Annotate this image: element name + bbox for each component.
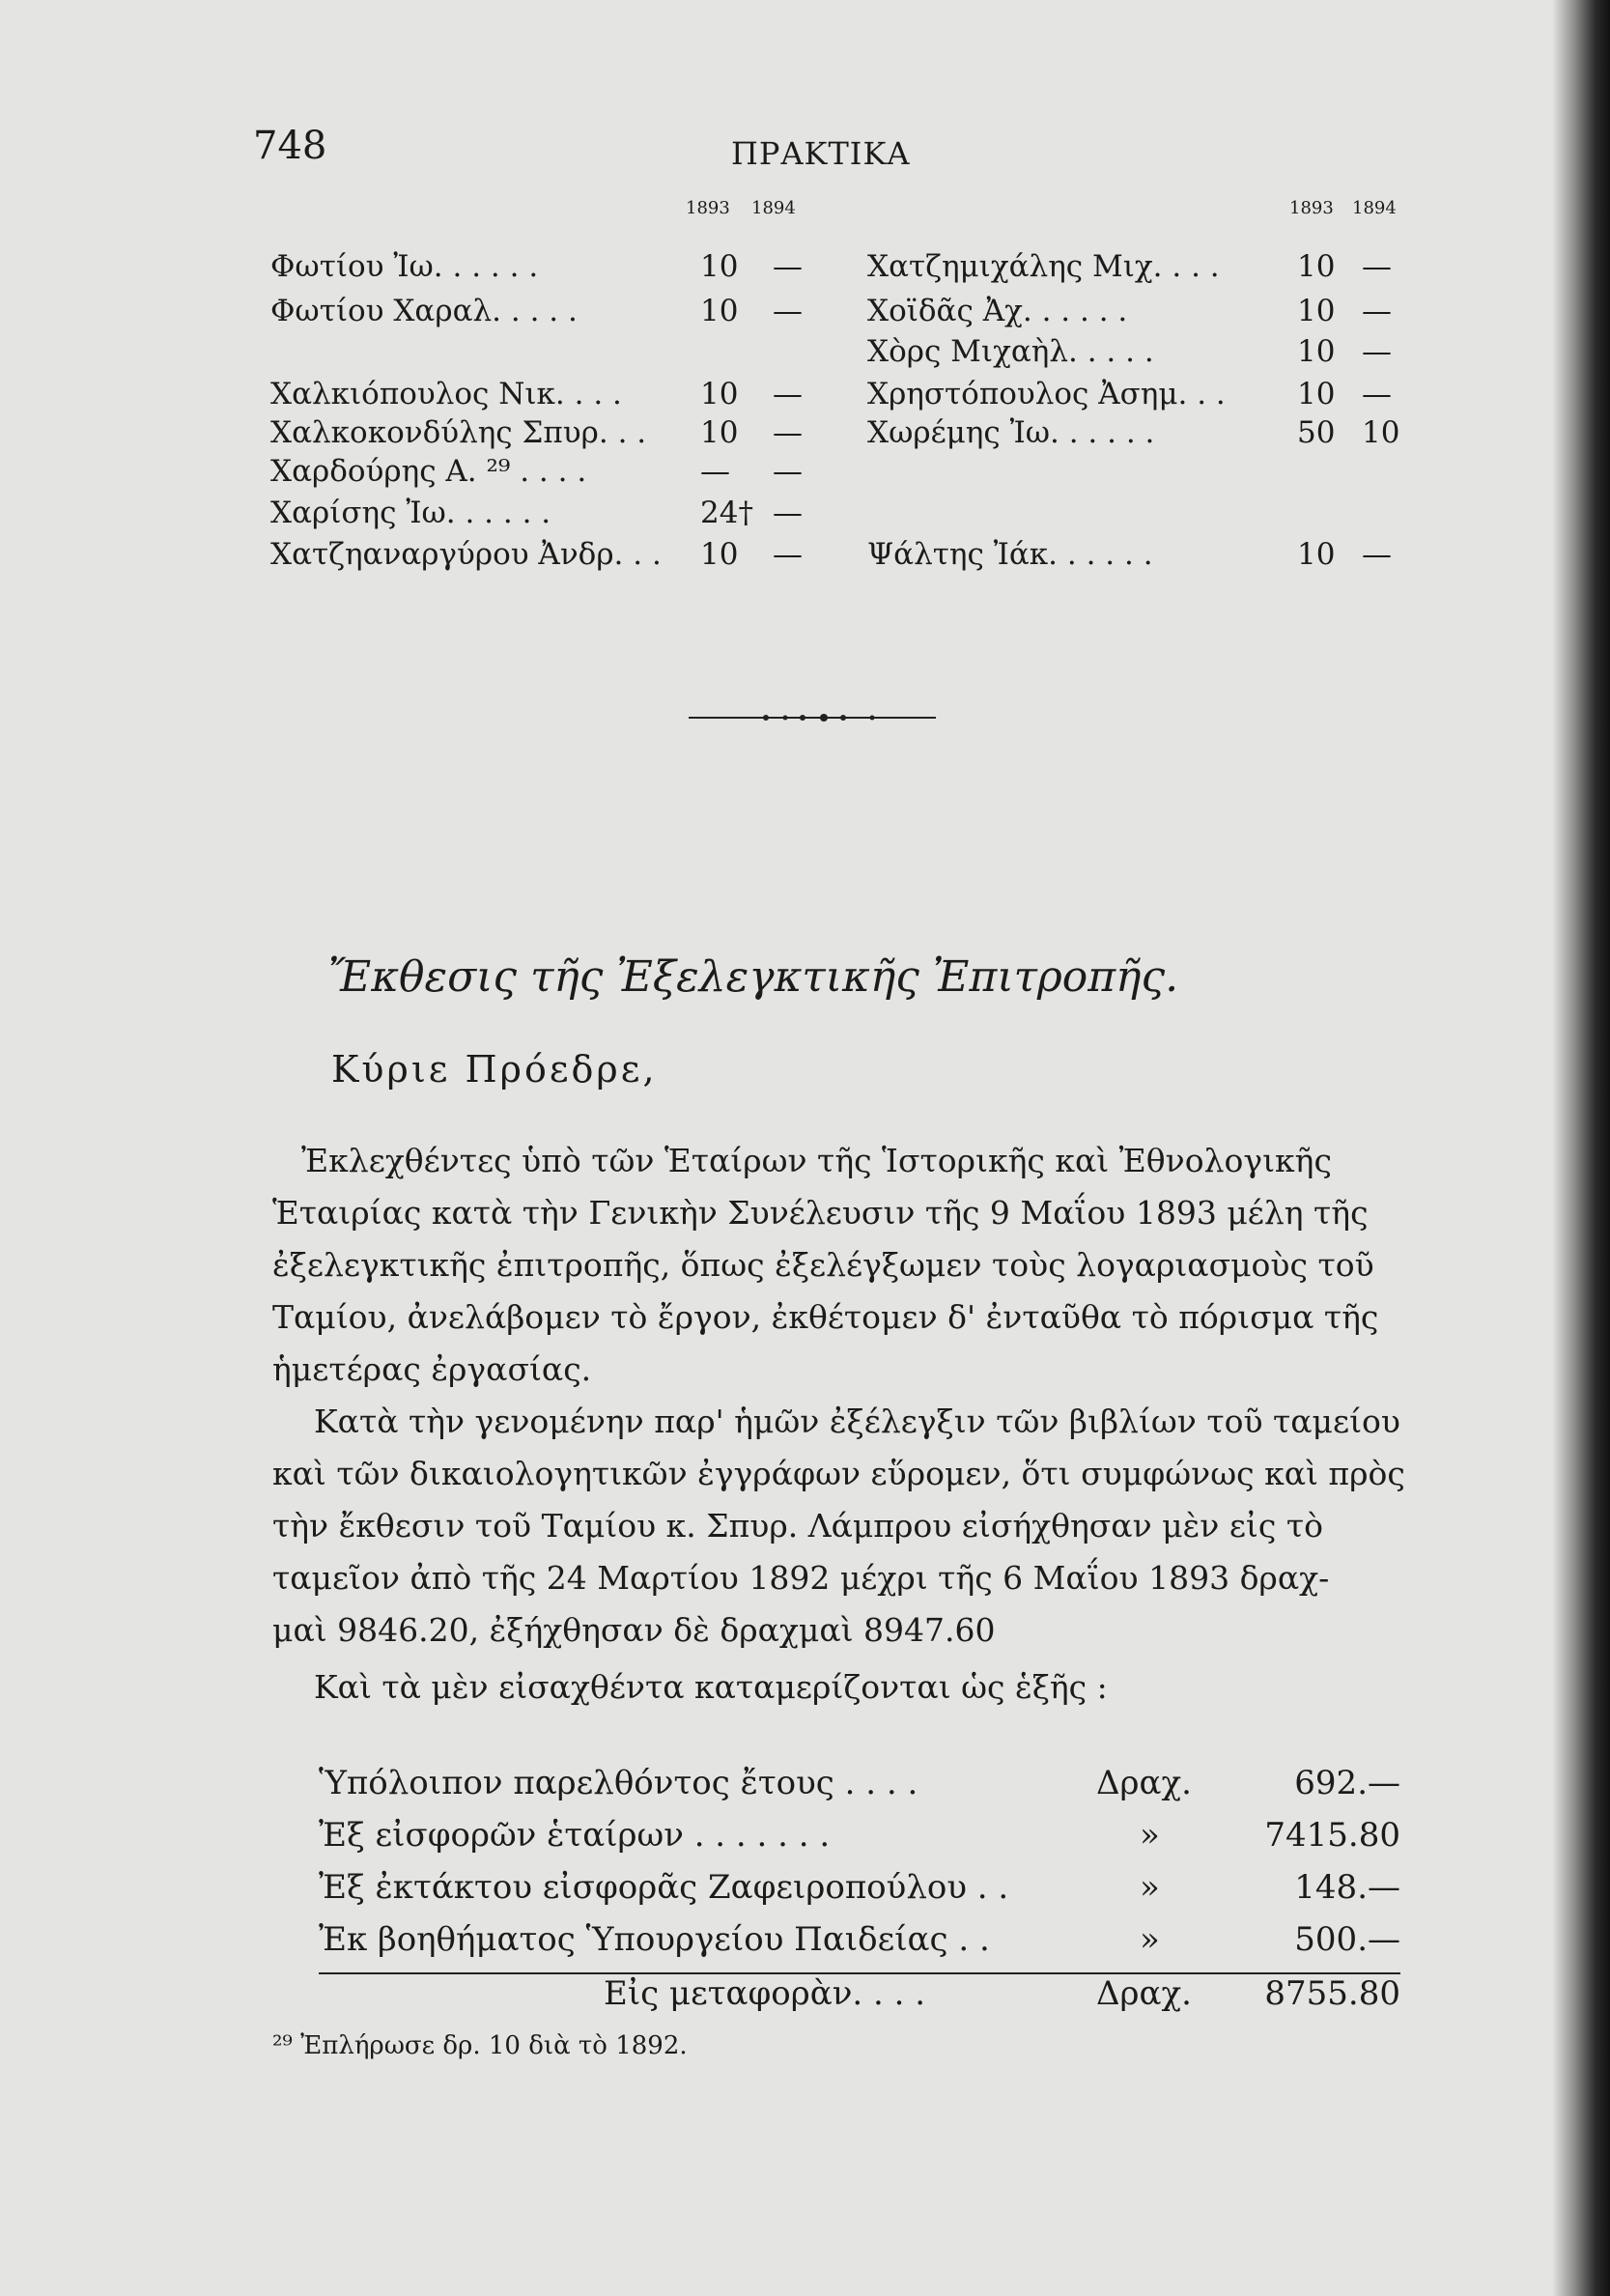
salutation: Κύριε Πρόεδρε, <box>331 1048 658 1091</box>
ledger-label: Ὑπόλοιπον παρελθόντος ἔτους . . . . <box>319 1764 918 1802</box>
ledger-label: Ἐκ βοηθήματος Ὑπουργείου Παιδείας . . <box>319 1920 990 1959</box>
dues-1894: — <box>1362 377 1392 411</box>
member-name: Χρηστόπουλος Ἀσημ. . . <box>867 377 1226 411</box>
dues-1894: — <box>773 537 803 572</box>
ledger-amount: 148.— <box>1294 1868 1400 1907</box>
roster-row <box>867 415 1408 460</box>
dues-1894: — <box>1362 537 1392 572</box>
ornamental-divider <box>689 713 936 723</box>
paragraph-line: ἐξελεγκτικῆς ἐπιτροπῆς, ὅπως ἐξελέγξωμεν τοὺς λογαριασμοὺς τοῦ <box>272 1246 1374 1284</box>
footnote: ²⁹ Ἐπλήρωσε δρ. 10 διὰ τὸ 1892. <box>272 2031 688 2060</box>
paragraph-line: Ταμίου, ἀνελάβομεν τὸ ἔργον, ἐκθέτομεν δ' ἐνταῦθα τὸ πόρισμα τῆς <box>272 1298 1379 1336</box>
ledger-row <box>319 1920 1400 1974</box>
dues-1893: 10 <box>700 294 739 328</box>
member-name: Χαλκιόπουλος Νικ. . . . <box>270 377 622 411</box>
ledger-unit: » <box>1140 1868 1160 1907</box>
member-name: Χοϊδᾶς Ἀχ. . . . . . <box>867 294 1128 328</box>
dues-1894: — <box>773 377 803 411</box>
book-spine-shadow <box>1552 0 1610 2296</box>
member-name: Χὸρς Μιχαὴλ. . . . . <box>867 334 1154 369</box>
dues-1894: — <box>1362 334 1392 369</box>
member-name: Χαλκοκονδύλης Σπυρ. . . <box>270 415 647 450</box>
year-header-1894-right: 1894 <box>1352 198 1397 218</box>
ledger-amount: 8755.80 <box>1264 1974 1400 2013</box>
paragraph-line: καὶ τῶν δικαιολογητικῶν ἐγγράφων εὕρομεν, ὅτι συμφώνως καὶ πρὸς <box>272 1455 1405 1492</box>
paragraph-line: μαὶ 9846.20, ἐξήχθησαν δὲ δραχμαὶ 8947.60 <box>272 1611 996 1649</box>
ledger-unit: Δραχ. <box>1096 1764 1192 1802</box>
year-header-1893-left: 1893 <box>686 198 730 218</box>
dues-1894: — <box>773 249 803 284</box>
dues-1893: — <box>700 454 730 489</box>
dues-1893: 10 <box>700 537 739 572</box>
dues-1894: — <box>773 454 803 489</box>
roster-row <box>270 249 811 294</box>
year-header-1894-left: 1894 <box>751 198 796 218</box>
member-name: Χαρδούρης Α. ²⁹ . . . . <box>270 454 587 489</box>
dues-1894: — <box>773 496 803 530</box>
roster-row <box>270 294 811 338</box>
roster-row <box>270 496 811 540</box>
ledger-total-row <box>319 1974 1400 2027</box>
ledger-amount: 692.— <box>1294 1764 1400 1802</box>
ledger-row <box>319 1764 1400 1816</box>
report-title: Ἔκθεσις τῆς Ἐξελεγκτικῆς Ἐπιτροπῆς. <box>327 952 1179 1002</box>
dues-1894: — <box>773 294 803 328</box>
member-name: Χαρίσης Ἰω. . . . . . <box>270 496 551 530</box>
roster-row <box>867 537 1408 581</box>
dues-1894: 10 <box>1362 415 1400 450</box>
paragraph-line: Ἐκλεχθέντες ὑπὸ τῶν Ἑταίρων τῆς Ἱστορικῆς καὶ Ἐθνολογικῆς <box>301 1142 1332 1179</box>
roster-row <box>270 537 811 581</box>
ledger-label: Εἰς μεταφορὰν. . . . <box>604 1974 926 2013</box>
dues-1894: — <box>1362 294 1392 328</box>
page-number: 748 <box>253 124 327 168</box>
member-name: Χατζηαναργύρου Ἀνδρ. . . <box>270 537 662 572</box>
paragraph-line: Κατὰ τὴν γενομένην παρ' ἡμῶν ἐξέλεγξιν τῶν βιβλίων τοῦ ταμείου <box>314 1403 1400 1440</box>
dues-1893: 10 <box>1297 249 1336 284</box>
roster-row <box>867 294 1408 338</box>
dues-1893: 24† <box>700 496 753 530</box>
year-header-1893-right: 1893 <box>1289 198 1334 218</box>
dues-1893: 10 <box>1297 537 1336 572</box>
ledger-unit: » <box>1140 1920 1160 1959</box>
ledger-amount: 500.— <box>1294 1920 1400 1959</box>
dues-1893: 10 <box>1297 294 1336 328</box>
ledger-unit: Δραχ. <box>1096 1974 1192 2013</box>
ledger-label: Ἐξ εἰσφορῶν ἑταίρων . . . . . . . <box>319 1816 831 1855</box>
member-name: Φωτίου Χαραλ. . . . . <box>270 294 578 328</box>
dues-1893: 10 <box>1297 377 1336 411</box>
dues-1894: — <box>1362 249 1392 284</box>
ledger-unit: » <box>1140 1816 1160 1855</box>
paragraph-line: τὴν ἔκθεσιν τοῦ Ταμίου κ. Σπυρ. Λάμπρου εἰσήχθησαν μὲν εἰς τὸ <box>272 1507 1323 1545</box>
paragraph-line: ταμεῖον ἀπὸ τῆς 24 Μαρτίου 1892 μέχρι τῆς 6 Μαΐου 1893 δραχ- <box>272 1559 1330 1597</box>
dues-1893: 50 <box>1297 415 1336 450</box>
member-name: Χατζημιχάλης Μιχ. . . . <box>867 249 1220 284</box>
member-name: Χωρέμης Ἰω. . . . . . <box>867 415 1155 450</box>
roster-row <box>867 249 1408 294</box>
roster-row <box>270 454 811 498</box>
dues-1893: 10 <box>1297 334 1336 369</box>
ledger-row <box>319 1816 1400 1868</box>
running-header: ΠΡΑΚΤΙΚΑ <box>731 135 911 172</box>
paragraph-line: Ἑταιρίας κατὰ τὴν Γενικὴν Συνέλευσιν τῆς 9 Μαΐου 1893 μέλη τῆς <box>272 1194 1369 1232</box>
dues-1893: 10 <box>700 377 739 411</box>
ledger-label: Ἐξ ἐκτάκτου εἰσφορᾶς Ζαφειροπούλου . . <box>319 1868 1009 1907</box>
dues-1893: 10 <box>700 415 739 450</box>
paragraph-line: Καὶ τὰ μὲν εἰσαχθέντα καταμερίζονται ὡς ἑξῆς : <box>314 1668 1108 1706</box>
dues-1894: — <box>773 415 803 450</box>
ledger-amount: 7415.80 <box>1264 1816 1400 1855</box>
member-name: Φωτίου Ἰω. . . . . . <box>270 249 539 284</box>
roster-row <box>867 334 1408 379</box>
paragraph-line: ἡμετέρας ἐργασίας. <box>272 1350 592 1388</box>
member-name: Ψάλτης Ἰάκ. . . . . . <box>867 537 1153 572</box>
ledger-row <box>319 1868 1400 1920</box>
dues-1893: 10 <box>700 249 739 284</box>
